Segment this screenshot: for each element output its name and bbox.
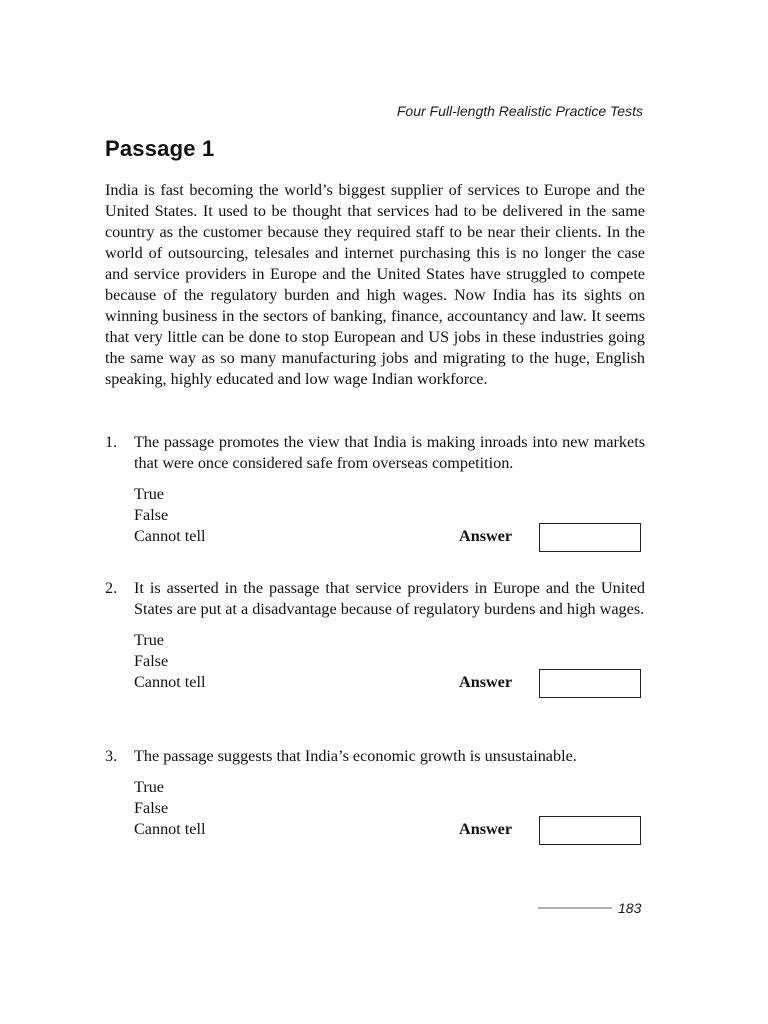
answer-options bbox=[134, 630, 645, 693]
answer-label: Answer bbox=[459, 527, 513, 545]
option-false: False bbox=[134, 652, 169, 670]
answer-box[interactable] bbox=[539, 669, 641, 698]
passage-text: India is fast becoming the world’s biggest supplier of services to Europe and the United States. It used to be thought that services had to be delivered in the same country as the customer because they required staff to be near their clients. In the world of outsourcing, telesales and internet purchasing this is no longer the case and service providers in Europe and the United States have struggled to compete because of the regulatory burden and high wages. Now India has its sights on winning business in the sectors of banking, finance, accountancy and law. It seems that very little can be done to stop European and US jobs in these industries going the same way as so many manufacturing jobs and migrating to the huge, English speaking, highly educated and low wage Indian workforce. bbox=[105, 181, 645, 388]
question-text: It is asserted in the passage that service providers in Europe and the United States are put at a disadvantage because of regulatory burdens and high wages. bbox=[134, 579, 645, 618]
answer-box[interactable] bbox=[539, 816, 641, 845]
question-3 bbox=[105, 746, 645, 840]
footer-rule bbox=[538, 907, 612, 909]
answer-box[interactable] bbox=[539, 523, 641, 552]
question-number: 1. bbox=[105, 433, 118, 451]
question-2 bbox=[105, 578, 645, 693]
option-cannot-tell: Cannot tell bbox=[134, 527, 206, 545]
option-cannot-tell: Cannot tell bbox=[134, 820, 206, 838]
question-text: The passage promotes the view that India is making inroads into new markets that were once considered safe from overseas competition. bbox=[134, 433, 645, 472]
passage-title: Passage 1 bbox=[105, 136, 215, 161]
page-number: 183 bbox=[618, 900, 642, 916]
answer-options bbox=[134, 777, 645, 840]
question-number: 3. bbox=[105, 747, 118, 765]
answer-label: Answer bbox=[459, 820, 513, 838]
option-cannot-tell: Cannot tell bbox=[134, 673, 206, 691]
question-text: The passage suggests that India’s economic growth is unsustainable. bbox=[134, 747, 577, 765]
option-true: True bbox=[134, 631, 164, 649]
option-false: False bbox=[134, 799, 169, 817]
question-1 bbox=[105, 432, 645, 547]
option-false: False bbox=[134, 506, 169, 524]
answer-options bbox=[134, 484, 645, 547]
running-head: Four Full-length Realistic Practice Tests bbox=[396, 103, 643, 119]
page-footer bbox=[538, 900, 641, 916]
question-number: 2. bbox=[105, 579, 118, 597]
option-true: True bbox=[134, 778, 164, 796]
answer-label: Answer bbox=[459, 673, 513, 691]
option-true: True bbox=[134, 485, 164, 503]
